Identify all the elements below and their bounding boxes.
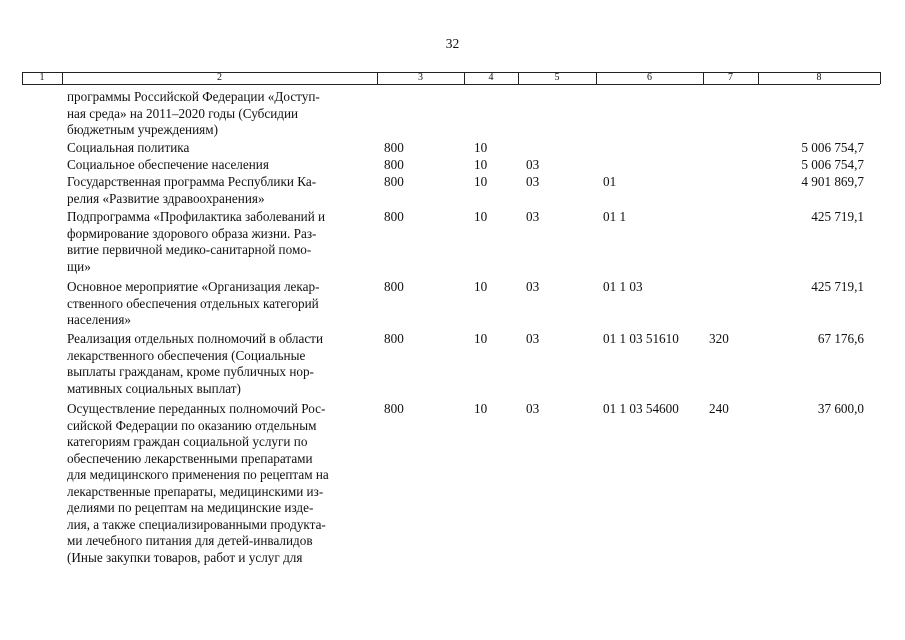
row-name xyxy=(67,140,372,157)
cell-subsection: 03 xyxy=(526,157,540,172)
cell-ministry: 800 xyxy=(384,401,404,416)
cell-subsection: 03 xyxy=(526,174,540,189)
row-name xyxy=(67,157,372,174)
cell-ministry: 800 xyxy=(384,331,404,346)
row-name-line: Социальное обеспечение населения xyxy=(67,157,269,172)
cell-amount: 67 176,6 xyxy=(817,331,864,346)
row-name-line: Государственная программа Республики Ка- xyxy=(67,174,317,189)
row-name-line: для медицинского применения по рецептам на xyxy=(67,467,329,482)
header-col-5: 5 xyxy=(554,72,560,83)
row-name-line: бюджетным учреждениям) xyxy=(67,122,218,137)
cell-target-article: 01 1 03 xyxy=(603,279,643,294)
header-col-2: 2 xyxy=(217,72,222,83)
cell-subsection: 03 xyxy=(526,331,540,346)
cell-section: 10 xyxy=(474,279,488,294)
cell-target-article: 01 1 03 51610 xyxy=(603,331,679,346)
row-name-line: формирование здорового образа жизни. Раз- xyxy=(67,225,317,241)
cell-section: 10 xyxy=(474,331,488,346)
row-name-line: Социальная политика xyxy=(67,140,190,155)
cell-section: 10 xyxy=(474,140,488,155)
row-name-line: витие первичной медико-санитарной помо- xyxy=(67,242,312,257)
row-name xyxy=(67,331,372,397)
row-name-line: ная среда» на 2011–2020 годы (Субсидии xyxy=(67,105,299,121)
cell-section: 10 xyxy=(474,174,488,189)
cell-subsection: 03 xyxy=(526,209,540,224)
row-name xyxy=(67,89,372,139)
row-name-line: Реализация отдельных полномочий в области xyxy=(67,331,324,346)
cell-section: 10 xyxy=(474,401,488,416)
cell-ministry: 800 xyxy=(384,174,404,189)
row-name-line: Подпрограмма «Профилактика заболеваний и xyxy=(67,209,326,224)
row-name-line: сийской Федерации по оказанию отдельным xyxy=(67,417,317,433)
row-name-line: категориям граждан социальной услуги по xyxy=(67,434,308,449)
cell-amount: 5 006 754,7 xyxy=(801,140,864,155)
row-name xyxy=(67,174,372,207)
cell-section: 10 xyxy=(474,157,488,172)
cell-amount: 425 719,1 xyxy=(811,279,864,294)
row-name xyxy=(67,279,372,329)
cell-ministry: 800 xyxy=(384,209,404,224)
cell-target-article: 01 xyxy=(603,174,617,189)
header-col-6: 6 xyxy=(647,72,652,83)
row-name-line: выплаты гражданам, кроме публичных нор- xyxy=(67,364,314,379)
cell-amount: 425 719,1 xyxy=(811,209,864,224)
row-name-line: лия, а также специализированными продукта- xyxy=(67,516,326,532)
cell-ministry: 800 xyxy=(384,279,404,294)
cell-section: 10 xyxy=(474,209,488,224)
cell-expense-type: 320 xyxy=(709,331,729,346)
row-name-line: мативных социальных выплат) xyxy=(67,380,241,396)
cell-target-article: 01 1 xyxy=(603,209,627,224)
row-name-line: населения» xyxy=(67,312,131,327)
cell-amount: 37 600,0 xyxy=(817,401,864,416)
row-name-line: Основное мероприятие «Организация лекар- xyxy=(67,279,320,294)
row-name-line: (Иные закупки товаров, работ и услуг для xyxy=(67,549,303,565)
header-col-1: 1 xyxy=(39,72,45,83)
row-name-line: делиями по рецептам на медицинские изде- xyxy=(67,500,314,515)
row-name-line: релия «Развитие здравоохранения» xyxy=(67,190,265,206)
header-col-3: 3 xyxy=(418,72,423,83)
cell-target-article: 01 1 03 54600 xyxy=(603,401,679,416)
row-name xyxy=(67,401,372,566)
row-name-line: лекарственные препараты, медицинскими из- xyxy=(67,483,324,499)
row-name xyxy=(67,209,372,275)
cell-subsection: 03 xyxy=(526,279,540,294)
cell-subsection: 03 xyxy=(526,401,540,416)
table-header xyxy=(0,72,905,84)
row-name-line: щи» xyxy=(67,258,91,274)
cell-amount: 5 006 754,7 xyxy=(801,157,864,172)
row-name-line: Осуществление переданных полномочий Рос- xyxy=(67,401,326,416)
cell-amount: 4 901 869,7 xyxy=(801,174,864,189)
page-number: 32 xyxy=(445,36,460,51)
header-col-4: 4 xyxy=(488,72,494,83)
row-name-line: ственного обеспечения отдельных категорий xyxy=(67,295,319,311)
header-bottom-border xyxy=(22,84,880,85)
cell-expense-type: 240 xyxy=(709,401,729,416)
cell-ministry: 800 xyxy=(384,157,404,172)
row-name-line: ми лечебного питания для детей-инвалидов xyxy=(67,533,313,548)
cell-ministry: 800 xyxy=(384,140,404,155)
row-name-line: обеспечению лекарственными препаратами xyxy=(67,450,313,466)
header-col-8: 8 xyxy=(816,72,822,83)
row-name-line: программы Российской Федерации «Доступ- xyxy=(67,89,320,104)
header-col-7: 7 xyxy=(728,72,733,83)
header-divider xyxy=(880,72,881,84)
row-name-line: лекарственного обеспечения (Социальные xyxy=(67,347,306,363)
